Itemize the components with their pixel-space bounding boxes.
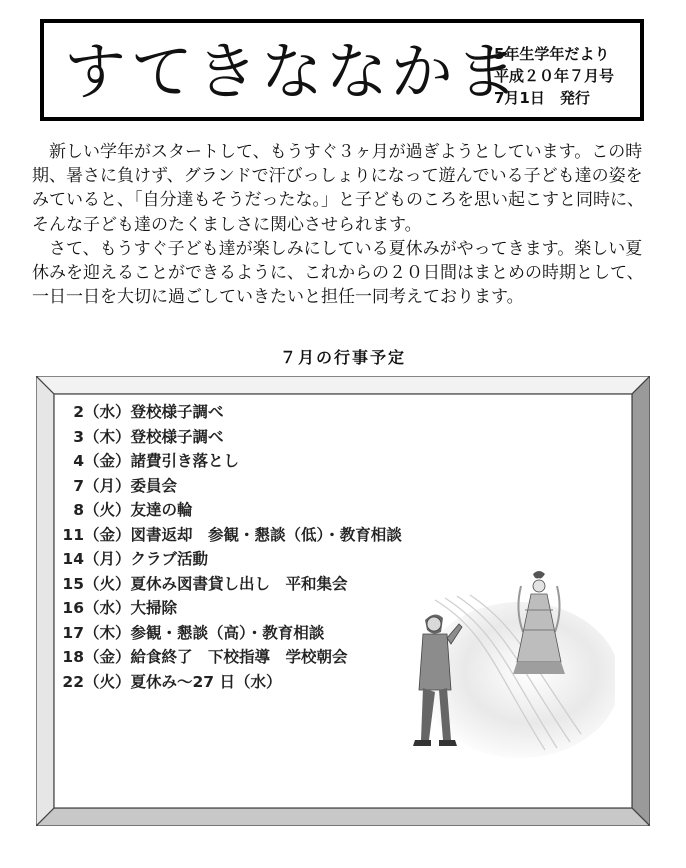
event-text: 大掃除: [130, 599, 178, 617]
event-text: 夏休み～27 日（水）: [130, 672, 282, 691]
event-text: 給食終了 下校指導 学校朝会: [130, 648, 348, 666]
info-grade: 5年生学年だより: [494, 45, 610, 63]
event-day: 11: [62, 525, 84, 544]
event-item: [62, 572, 402, 597]
title-box: [40, 19, 644, 121]
event-text: 登校様子調べ: [130, 427, 224, 446]
event-item: [62, 474, 402, 499]
event-weekday: （水）: [84, 599, 131, 617]
event-text: 図書返却 参観・懇談（低）・教育相談: [130, 525, 402, 544]
event-weekday: （火）: [84, 672, 131, 691]
event-weekday: （月）: [84, 476, 131, 495]
event-text: クラブ活動: [130, 550, 209, 568]
event-day: 4: [73, 452, 84, 470]
event-day: 14: [62, 550, 84, 568]
event-item: [62, 449, 402, 474]
event-weekday: （金）: [84, 525, 131, 544]
event-text: 参観・懇談（高）・教育相談: [130, 623, 325, 642]
event-day: 15: [62, 574, 84, 593]
tanabata-illustration: [395, 570, 615, 785]
event-day: 3: [73, 427, 84, 446]
event-text: 登校様子調べ: [130, 403, 224, 421]
event-item: [62, 425, 402, 450]
event-item: [62, 645, 402, 670]
intro-paragraph: さて、もうすぐ子ども達が楽しみにしている夏休みがやってきます。楽しい夏休みを迎えることができるように、これからの２０日間はまとめの時期として、一日一日を大切に過ごしていきたいと担任一同考えております。: [32, 238, 644, 308]
event-day: 17: [62, 623, 84, 642]
event-day: 18: [62, 648, 84, 666]
event-weekday: （水）: [84, 403, 131, 421]
event-text: 委員会: [130, 476, 178, 495]
event-weekday: （火）: [84, 574, 131, 593]
newsletter-info: [494, 43, 614, 109]
info-issue: 平成２０年７月号: [494, 67, 615, 85]
event-day: 8: [73, 501, 84, 519]
event-item: [62, 596, 402, 621]
event-item: [62, 547, 402, 572]
event-item: [62, 400, 402, 425]
event-weekday: （火）: [84, 501, 131, 519]
intro-text: [32, 140, 652, 309]
event-item: [62, 670, 402, 695]
newsletter-title: すてきななかま: [64, 35, 521, 108]
event-day: 22: [62, 672, 84, 691]
event-weekday: （金）: [84, 452, 131, 470]
schedule-heading: ７月の行事予定: [279, 348, 406, 367]
event-text: 友達の輪: [130, 501, 193, 519]
orihime-figure-icon: [513, 571, 565, 674]
event-weekday: （月）: [84, 550, 131, 568]
event-text: 夏休み図書貸し出し 平和集会: [130, 574, 348, 593]
event-day: 7: [73, 476, 84, 495]
event-text: 諸費引き落とし: [130, 452, 240, 470]
intro-paragraph: 新しい学年がスタートして、もうすぐ３ヶ月が過ぎようとしています。この時期、暑さに負けず、グランドで汗びっしょりになって遊んでいる子ども達の姿をみていると、「自分達もそうだったな。」と子どものころを思い起こすと同時に、そんな子ども達のたくましさに関心させられます。: [32, 142, 644, 235]
event-item: [62, 523, 402, 548]
event-weekday: （金）: [84, 648, 131, 666]
event-day: 2: [73, 403, 84, 421]
event-weekday: （木）: [84, 623, 131, 642]
event-day: 16: [62, 599, 84, 617]
event-item: [62, 621, 402, 646]
event-list: [62, 400, 402, 694]
event-item: [62, 498, 402, 523]
info-date: 7月1日 発行: [494, 89, 590, 107]
event-weekday: （木）: [84, 427, 131, 446]
